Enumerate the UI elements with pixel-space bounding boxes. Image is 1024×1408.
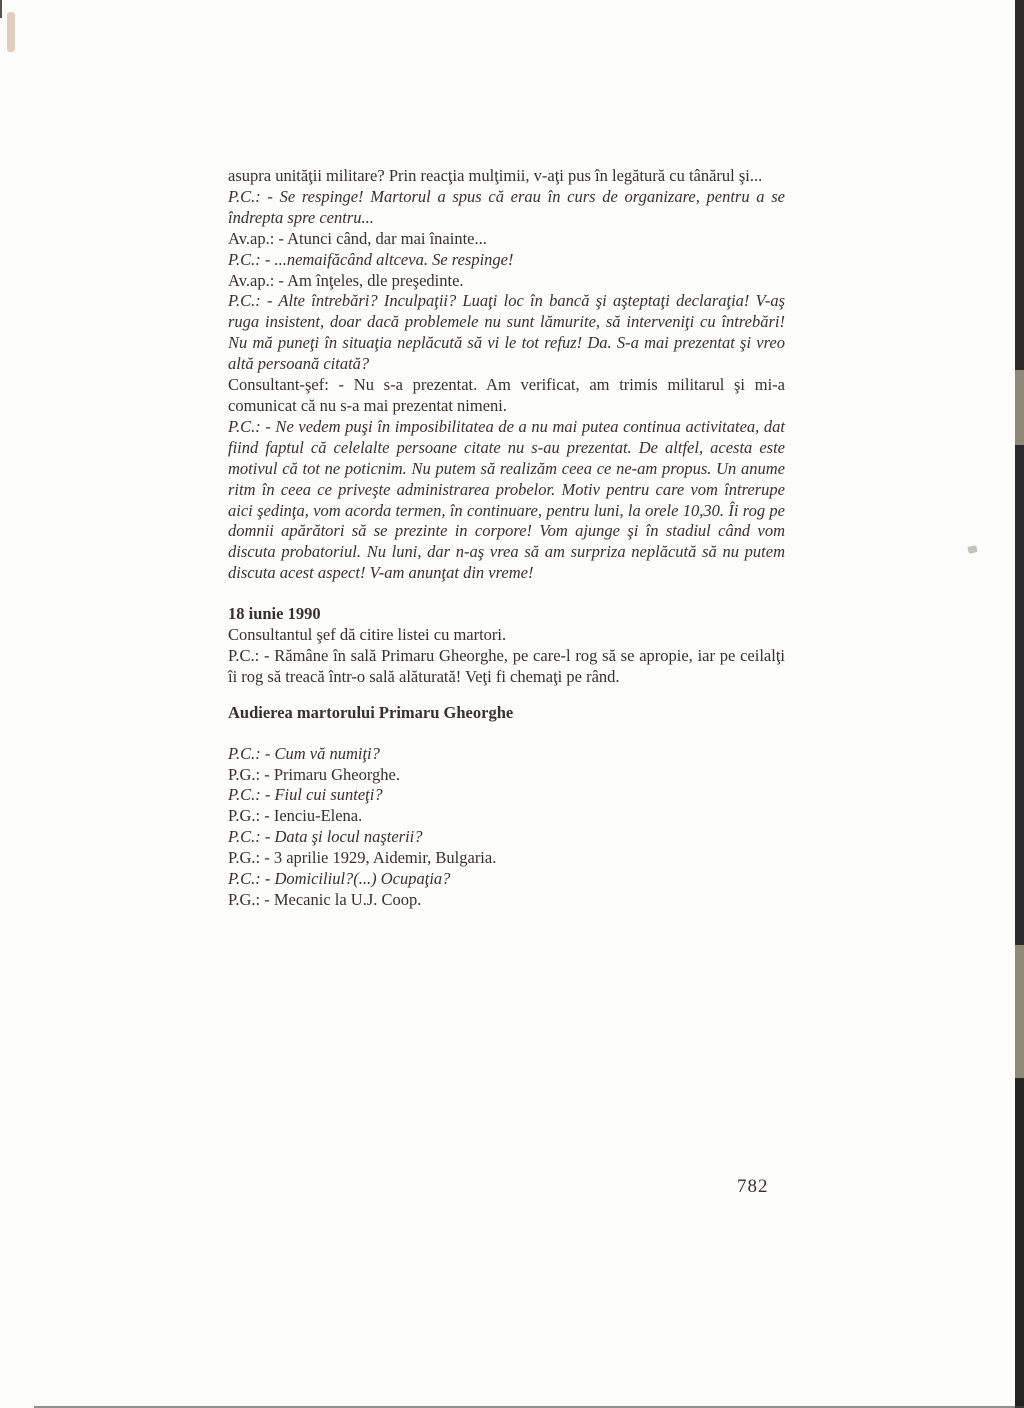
transcript-paragraph: P.C.: - Ne vedem puşi în imposibilitatea de a nu mai putea continua activitatea, dat fiind faptul că celelalte persoane citate nu s-au prezentat. De altfel, acesta este motivul că tot ne poticnim. Nu putem să realizăm ceea ce ne-am propus. Un anume ritm în ceea ce priveşte administrarea probelor. Motiv pentru care vom întrerupe aici şedinţa, vom acorda termen, în continuare, pentru luni, la orele 10,30. Îi rog pe domnii apărători să se prezinte in corpore! Vom ajunge şi în stadiul când vom discuta probatoriul. Nu luni, dar n-aş vrea să am surpriza neplăcută să nu putem discuta acest aspect! V-am anunţat din vreme! (228, 416, 785, 583)
section-heading: Audierea martorului Primaru Gheorghe (228, 702, 514, 722)
transcript-paragraph: Consultant-şef: - Nu s-a prezentat. Am verificat, am trimis militarul şi mi-a comunicat că nu s-a mai prezentat nimeni. (228, 375, 785, 415)
scan-artifact-right-edge-strip (1015, 0, 1024, 1408)
scan-artifact-strip-segment (1015, 445, 1024, 945)
transcript-paragraph: P.C.: - ...nemaifăcând altceva. Se respinge! (228, 249, 514, 269)
transcript-paragraph: P.G.: - Mecanic la U.J. Coop. (228, 890, 422, 909)
scan-artifact-margin-smudge (967, 545, 977, 554)
transcript-paragraph: Av.ap.: - Atunci când, dar mai înainte... (228, 228, 487, 248)
scan-artifact-strip-segment (1015, 370, 1024, 445)
scan-artifact-corner-streak (7, 12, 15, 52)
page-number: 782 (737, 1176, 769, 1197)
scan-artifact-corner-edge (0, 0, 2, 18)
scan-artifact-strip-segment (1015, 1078, 1024, 1408)
transcript-paragraph: P.C.: - Fiul cui sunteţi? (228, 785, 383, 805)
transcript-paragraph: P.C.: - Se respinge! Martorul a spus că erau în curs de organizare, pentru a se îndrepta spre centru... (228, 186, 785, 227)
transcript-paragraph: P.G.: - Primaru Gheorghe. (228, 764, 401, 784)
transcript-paragraph: Av.ap.: - Am înţeles, dle preşedinte. (228, 270, 464, 290)
transcript-text-block (228, 166, 785, 911)
transcript-paragraph: P.C.: - Data şi locul naşterii? (228, 827, 423, 847)
transcript-paragraph: Consultantul şef dă citire listei cu martori. (228, 625, 507, 645)
scan-artifact-strip-segment (1015, 0, 1024, 370)
transcript-paragraph: asupra unităţii militare? Prin reacţia mulţimii, v-aţi pus în legătură cu tânărul şi... (228, 166, 763, 185)
transcript-paragraph: P.C.: - Alte întrebări? Inculpaţii? Luaţi loc în bancă şi aşteptaţi declaraţia! V-aş ruga insistent, doar dacă problemele nu sunt lămurite, să interveniţi cu întrebări! Nu mă puneţi în situaţia neplăcută să vi le tot refuz! Da. S-a mai prezentat şi vreo altă persoană citată? (228, 291, 785, 374)
transcript-paragraph: P.C.: - Domiciliul?(...) Ocupaţia? (228, 869, 451, 889)
transcript-paragraph: P.G.: - Ienciu-Elena. (228, 806, 363, 826)
scan-artifact-strip-segment (1015, 945, 1024, 1078)
section-heading: 18 iunie 1990 (228, 604, 321, 624)
transcript-paragraph: P.C.: - Cum vă numiţi? (228, 743, 380, 763)
transcript-paragraph: P.C.: - Rămâne în sală Primaru Gheorghe, pe care-l rog să se apropie, iar pe ceilalţi îi rog să treacă într-o sală alăturată! Veţi fi chemaţi pe rând. (228, 645, 785, 686)
transcript-paragraph: P.G.: - 3 aprilie 1929, Aidemir, Bulgaria. (228, 848, 497, 868)
